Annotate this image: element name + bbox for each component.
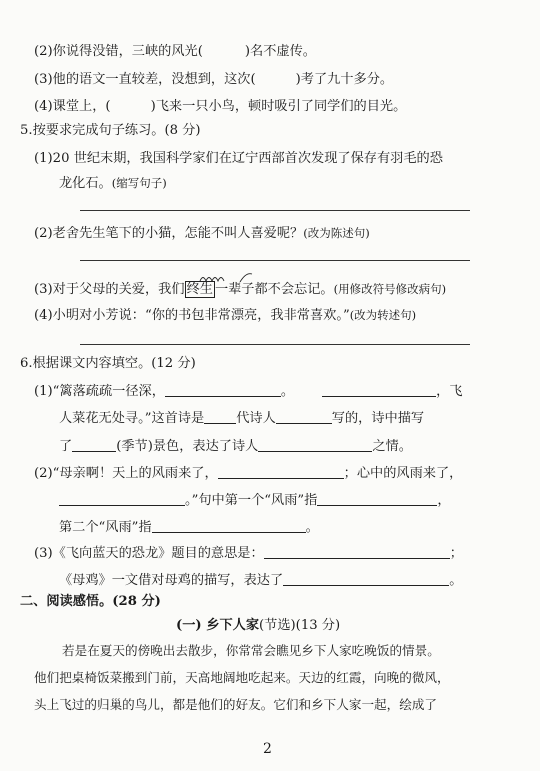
q6-item-3-text-a: (3)《飞向蓝天的恐龙》题目的意思是： bbox=[34, 546, 264, 561]
q6-item-2-text-f: 。 bbox=[305, 520, 319, 535]
q6-item-1-text-e: 代诗人 bbox=[236, 411, 276, 426]
q6-item-2-line-1 bbox=[34, 465, 462, 482]
q6-item-2-text-a: (2)“母亲啊！天上的风雨来了， bbox=[34, 466, 218, 481]
q5-item-4-instruction: (改为转述句) bbox=[349, 308, 417, 322]
q6-item-2-text-b: ；心中的风雨来了， bbox=[343, 466, 463, 481]
q6-item-1-text-d: 人菜花无处寻。”这首诗是 bbox=[59, 411, 205, 426]
q6-item-1-text-h: (季节)景色，表达了诗人 bbox=[116, 439, 259, 454]
section-2-heading: 二、阅读感悟。(28 分) bbox=[20, 594, 161, 609]
q6-item-2-blank-2[interactable] bbox=[59, 492, 185, 506]
q6-item-1-text-c: ，飞 bbox=[436, 384, 463, 399]
q5-item-3-boxed-word: 终生 bbox=[186, 282, 213, 297]
q6-item-1-text-i: 之情。 bbox=[372, 439, 412, 454]
passage-paragraph-line-1: 若是在夏天的傍晚出去散步，你常常会瞧见乡下人家吃晚饭的情景。 bbox=[62, 643, 440, 658]
q4-item-2 bbox=[34, 44, 316, 60]
q6-item-3-blank-1[interactable] bbox=[264, 545, 450, 559]
q5-item-1-instruction: (缩写句子) bbox=[111, 176, 167, 190]
q5-item-3-post: 一辈子都不会忘记。 bbox=[214, 282, 334, 297]
passage-paragraph-line-2: 他们把桌椅饭菜搬到门前，天高地阔地吃起来。天边的红霞，向晚的微风， bbox=[34, 670, 450, 685]
q6-item-1-line-3 bbox=[59, 438, 412, 455]
q6-item-1-text-a: (1)“篱落疏疏一径深， bbox=[34, 384, 165, 399]
q6-item-3-text-b: ； bbox=[449, 546, 463, 561]
q6-item-2-blank-3[interactable] bbox=[317, 492, 437, 506]
q6-item-1-text-g: 了 bbox=[59, 439, 73, 454]
q6-item-1-blank-feeling[interactable] bbox=[258, 438, 372, 452]
page-number: 2 bbox=[263, 741, 272, 757]
q6-item-3-blank-2[interactable] bbox=[283, 572, 449, 586]
q5-item-3-pre: (3)对于父母的关爱，我们 bbox=[34, 282, 185, 297]
q6-item-2-line-3 bbox=[59, 519, 319, 536]
passage-title bbox=[176, 618, 340, 634]
q5-item-3-instruction: (用修改符号修改病句) bbox=[333, 282, 447, 296]
q5-heading: 5.按要求完成句子练习。(8 分) bbox=[20, 123, 201, 138]
passage-paragraph-line-3: 头上飞过的归巢的鸟儿，都是他们的好友。它们和乡下人家一起，绘成了 bbox=[34, 697, 437, 712]
q5-item-1-line-1: (1)20 世纪末期，我国科学家们在辽宁西部首次发现了保存有羽毛的恐 bbox=[34, 151, 443, 166]
correction-mark-icon bbox=[196, 270, 256, 284]
q6-item-2-blank-4[interactable] bbox=[152, 519, 306, 533]
q6-item-1-blank-poet[interactable] bbox=[276, 410, 332, 424]
q4-item-4-post: )飞来一只小鸟，顿时吸引了同学们的目光。 bbox=[150, 99, 407, 114]
q6-item-1-blank-2[interactable] bbox=[322, 383, 436, 397]
q5-item-2-instruction: (改为陈述句) bbox=[303, 226, 370, 240]
q4-item-3-post: )考了九十多分。 bbox=[295, 72, 394, 87]
q5-item-2-text: (2)老舍先生笔下的小猫，怎能不叫人喜爱呢？ bbox=[34, 226, 304, 241]
q4-item-4-pre: (4)课堂上，( bbox=[34, 99, 111, 114]
q5-item-1-answer-line[interactable] bbox=[80, 210, 470, 211]
q6-item-1-blank-1[interactable] bbox=[165, 383, 281, 397]
q5-item-1-line-2 bbox=[59, 175, 167, 192]
q5-item-4-answer-line[interactable] bbox=[80, 344, 470, 345]
q4-item-2-post: )名不虚传。 bbox=[244, 44, 316, 59]
q6-item-3-line-1 bbox=[34, 545, 463, 562]
q6-item-2-text-d: ， bbox=[437, 493, 451, 508]
q4-item-3 bbox=[34, 72, 393, 88]
q6-item-1-line-2 bbox=[59, 410, 424, 427]
q6-item-2-line-2 bbox=[59, 492, 451, 509]
passage-title-note: (节选)(13 分) bbox=[259, 618, 341, 633]
q5-item-2 bbox=[34, 225, 370, 242]
q6-item-1-blank-dynasty[interactable] bbox=[204, 410, 236, 424]
q5-item-4-text: (4)小明对小芳说：“你的书包非常漂亮，我非常喜欢。” bbox=[34, 308, 350, 323]
q5-item-1-text: 龙化石。 bbox=[59, 176, 112, 191]
q6-item-1-line-1 bbox=[34, 383, 462, 400]
passage-title-text: (一) 乡下人家 bbox=[176, 618, 260, 633]
q6-item-1-text-b: 。 bbox=[280, 384, 295, 399]
q6-item-2-blank-1[interactable] bbox=[218, 465, 344, 479]
q6-item-2-text-e: 第二个“风雨”指 bbox=[59, 520, 152, 535]
q6-item-2-text-c: 。”句中第一个“风雨”指 bbox=[185, 493, 318, 508]
q6-item-3-text-d: 。 bbox=[449, 573, 463, 588]
q6-item-1-text-f: 写的，诗中描写 bbox=[331, 411, 425, 426]
q6-item-3-line-2 bbox=[59, 572, 462, 589]
q6-item-3-text-c: 《母鸡》一文借对母鸡的描写，表达了 bbox=[59, 573, 284, 588]
q5-item-4 bbox=[34, 307, 416, 324]
q4-item-2-pre: (2)你说得没错，三峡的风光( bbox=[34, 44, 203, 59]
q4-item-3-pre: (3)他的语文一直较差，没想到，这次( bbox=[34, 72, 256, 87]
q6-item-1-blank-season[interactable] bbox=[72, 438, 116, 452]
q6-heading: 6.根据课文内容填空。(12 分) bbox=[20, 356, 196, 371]
q5-item-2-answer-line[interactable] bbox=[80, 260, 470, 261]
q4-item-4 bbox=[34, 99, 406, 115]
